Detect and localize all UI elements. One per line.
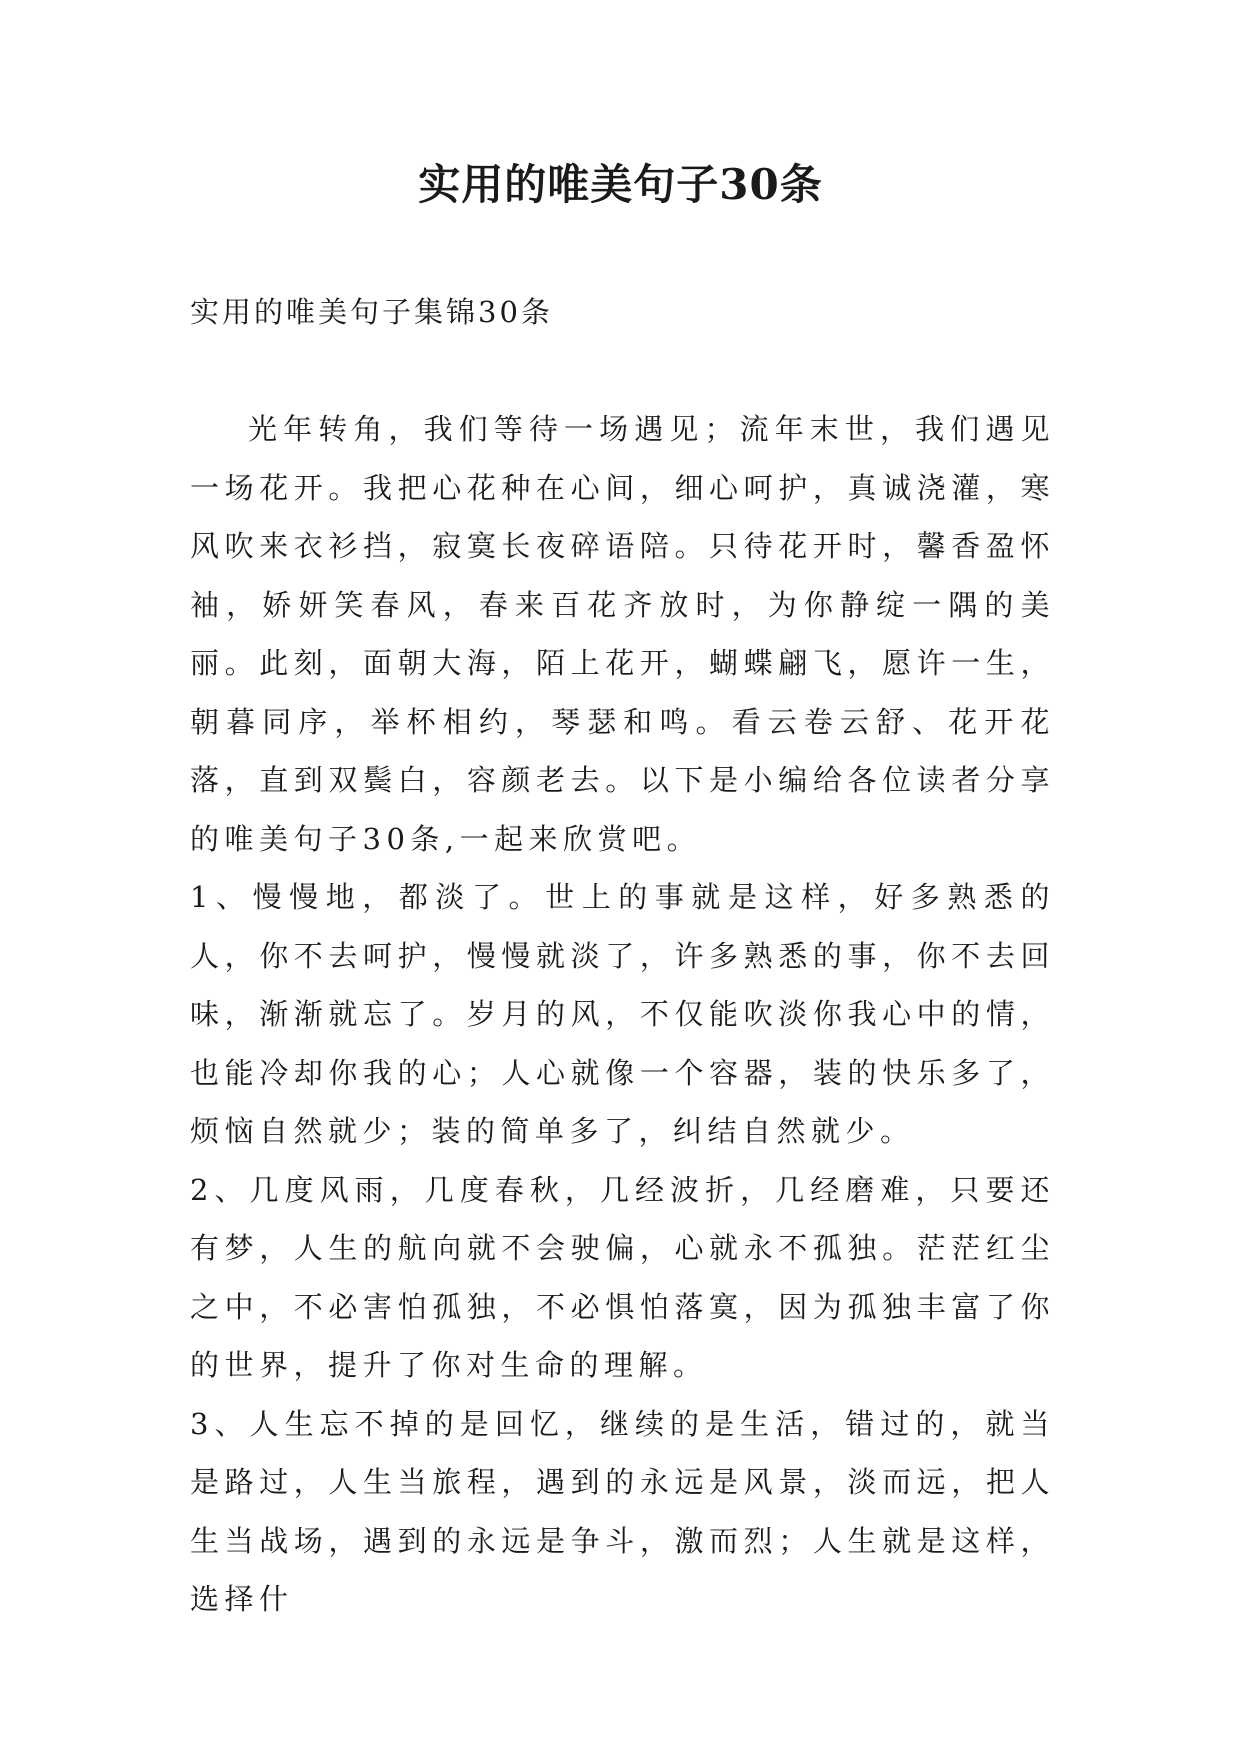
document-title: 实用的唯美句子30条 [418,160,823,209]
document-body [190,400,1055,1629]
intro-paragraph: 光年转角，我们等待一场遇见；流年末世，我们遇见一场花开。我把心花种在心间，细心呵护，真诚浇灌，寒风吹来衣衫挡，寂寞长夜碎语陪。只待花开时，馨香盈怀袖，娇妍笑春风，春来百花齐放时，为你静绽一隅的美丽。此刻，面朝大海，陌上花开，蝴蝶翩飞，愿许一生，朝暮同序，举杯相约，琴瑟和鸣。看云卷云舒、花开花落，直到双鬓白，容颜老去。以下是小编给各位读者分享的唯美句子30条,一起来欣赏吧。 [190,412,1055,856]
list-item-1: 1、慢慢地，都淡了。世上的事就是这样，好多熟悉的人，你不去呵护，慢慢就淡了，许多熟悉的事，你不去回味，渐渐就忘了。岁月的风，不仅能吹淡你我心中的情，也能冷却你我的心；人心就像一个容器，装的快乐多了，烦恼自然就少；装的简单多了，纠结自然就少。 [190,880,1055,1148]
document-subtitle: 实用的唯美句子集锦30条 [190,295,553,329]
list-item-2: 2、几度风雨，几度春秋，几经波折，几经磨难，只要还有梦，人生的航向就不会驶偏，心就永不孤独。茫茫红尘之中，不必害怕孤独，不必惧怕落寞，因为孤独丰富了你的世界，提升了你对生命的理解。 [190,1172,1055,1382]
list-item-3: 3、人生忘不掉的是回忆，继续的是生活，错过的，就当是路过，人生当旅程，遇到的永远是风景，淡而远，把人生当战场，遇到的永远是争斗，激而烈；人生就是这样，选择什 [190,1406,1055,1616]
